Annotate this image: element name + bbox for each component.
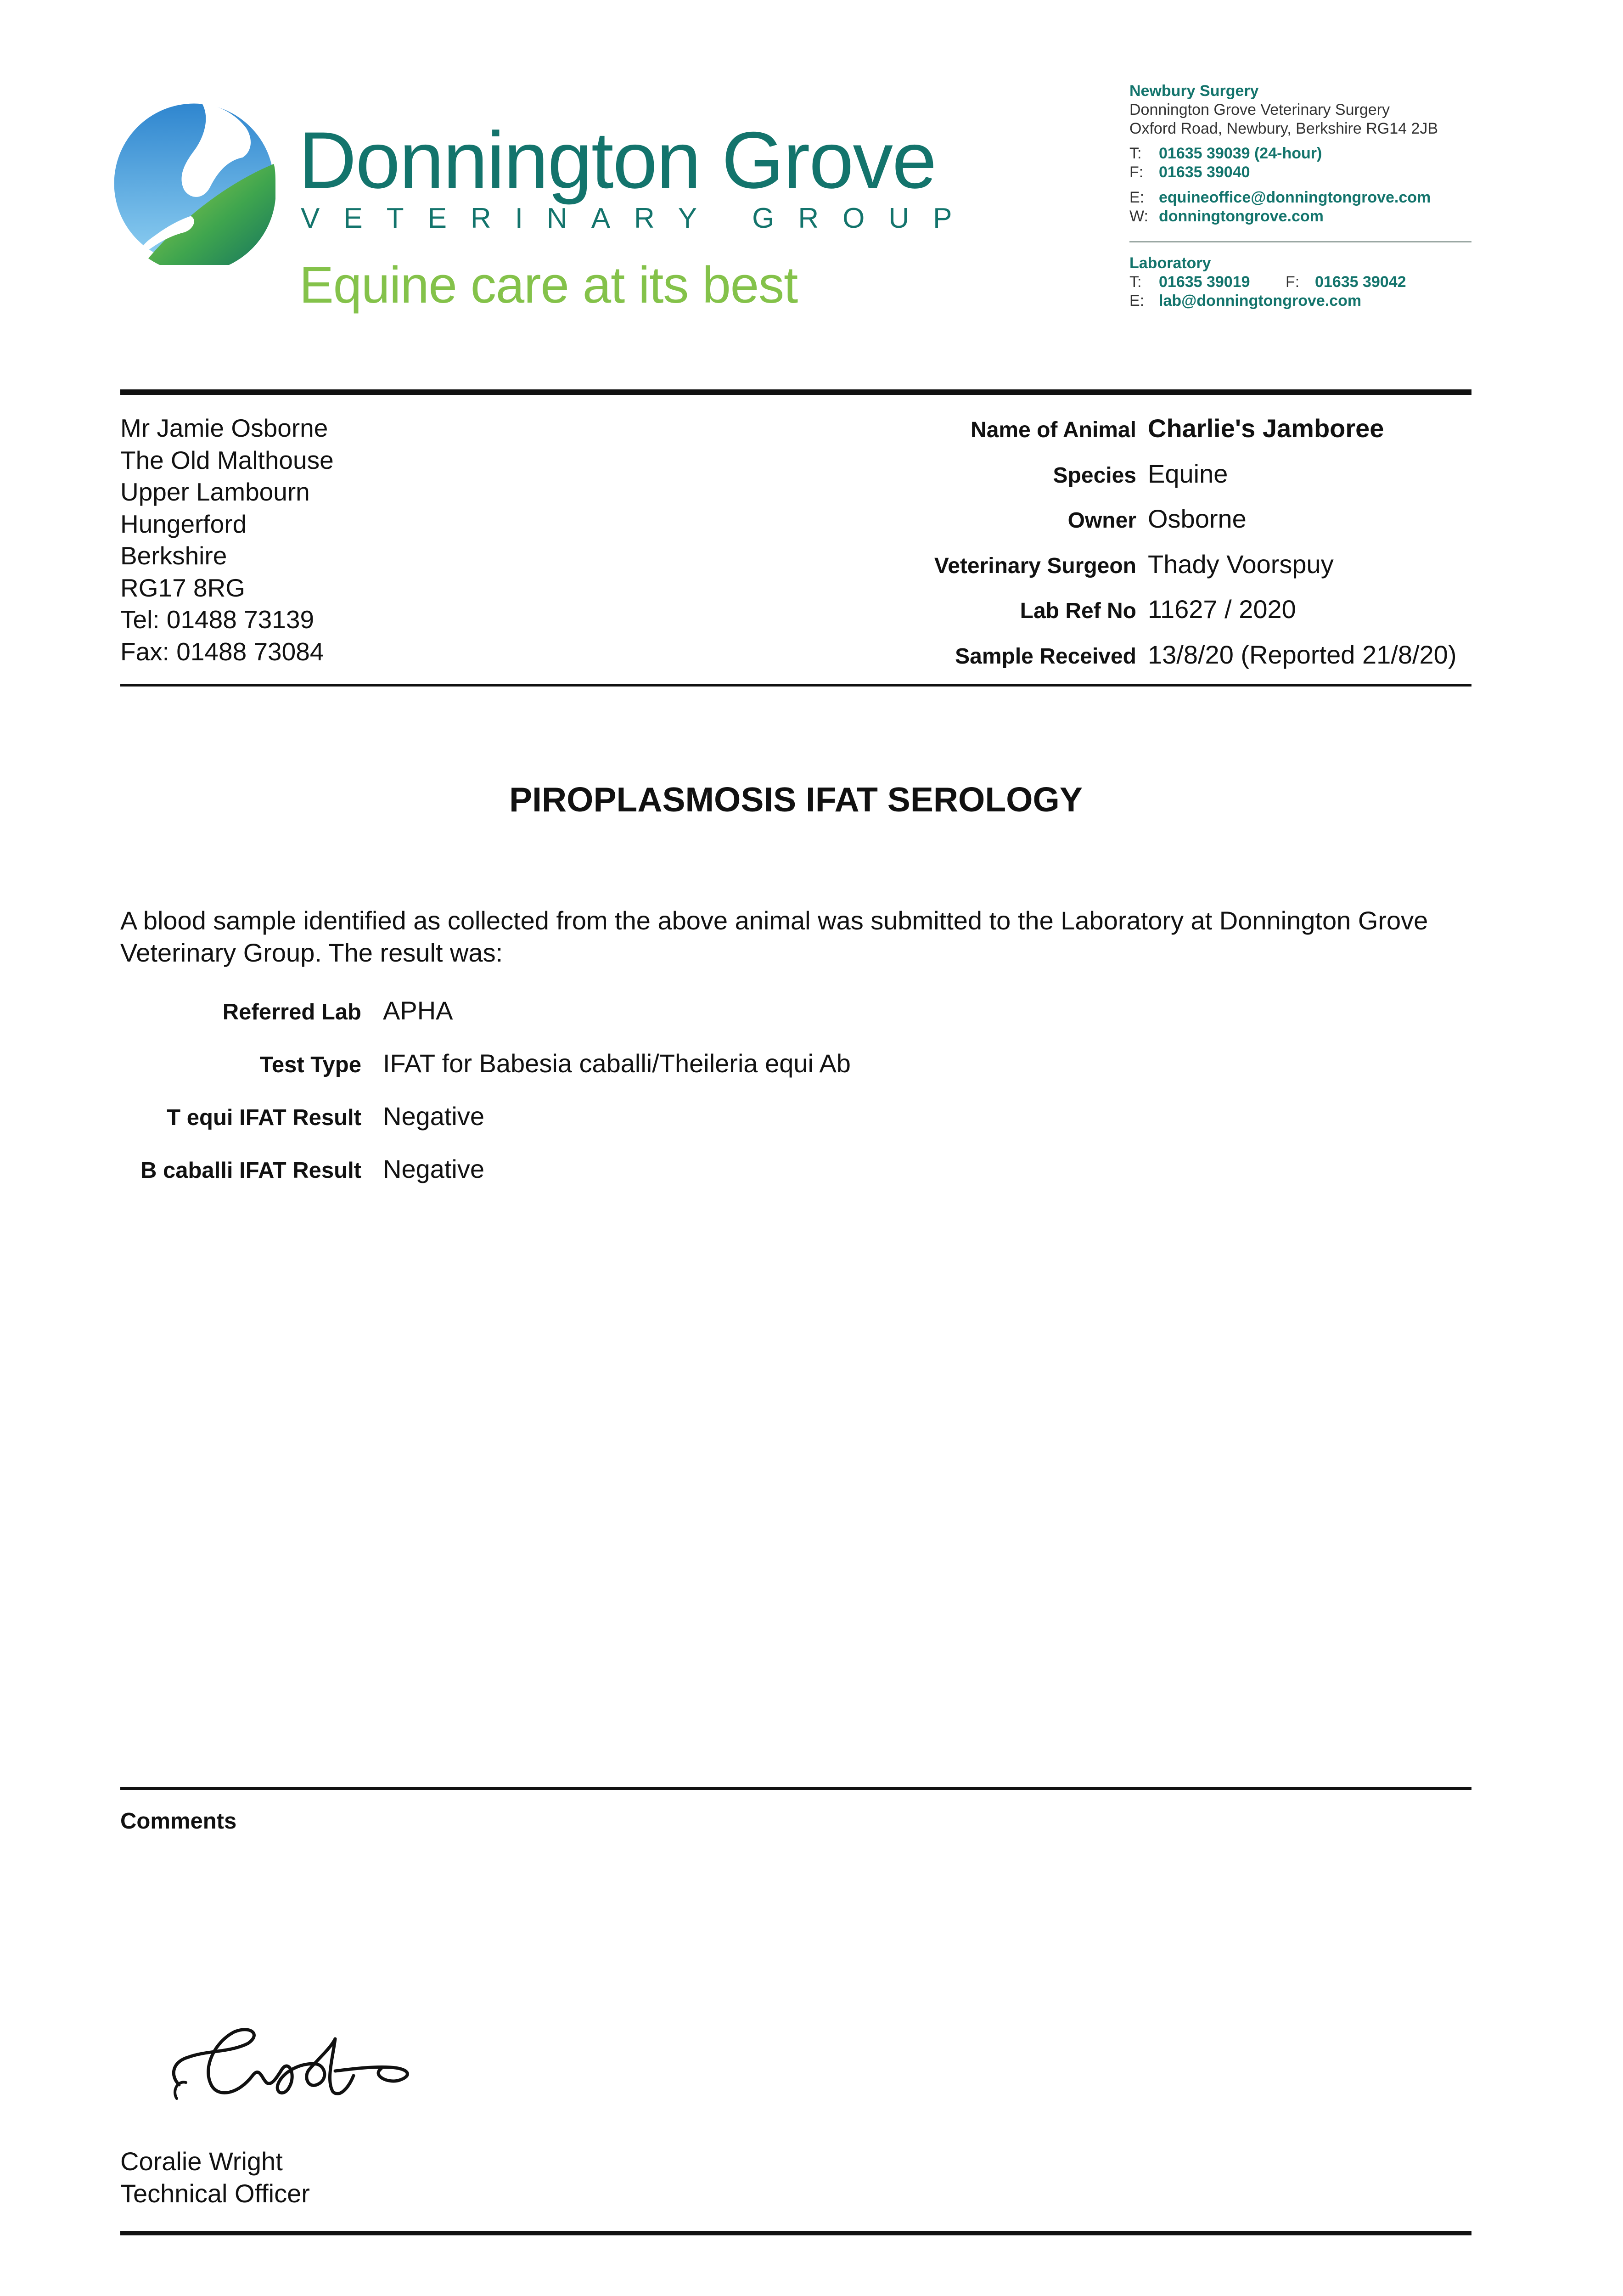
signatory-name: Coralie Wright: [120, 2147, 283, 2176]
detail-label: Lab Ref No: [1020, 599, 1136, 623]
sample-received-value: 13/8/20 (Reported 21/8/20): [1148, 640, 1457, 669]
brand-subtitle: VETERINARY GROUP: [301, 203, 976, 234]
surgeon-value: Thady Voorspuy: [1148, 549, 1334, 579]
header-rule-top: [120, 389, 1471, 395]
lab-ref-value: 11627 / 2020: [1148, 595, 1296, 624]
result-value: Negative: [383, 1154, 485, 1183]
report-intro: A blood sample identified as collected from the above animal was submitted to the Laboratory at Donnington Grove Veterinary Group. The result was:: [120, 906, 1428, 967]
signatory-role: Technical Officer: [120, 2179, 310, 2208]
detail-row: [934, 459, 1471, 504]
animal-details: [934, 413, 1471, 685]
brand-name: Donnington Grove: [298, 116, 936, 205]
address-line: RG17 8RG: [120, 573, 246, 602]
laboratory-heading: Laboratory: [1129, 254, 1211, 272]
detail-label: Sample Received: [955, 644, 1136, 669]
species-value: Equine: [1148, 459, 1228, 488]
animal-name: Charlie's Jamboree: [1148, 414, 1384, 443]
detail-label: Owner: [1067, 508, 1136, 533]
result-value: Negative: [383, 1102, 485, 1131]
result-label: Referred Lab: [222, 1000, 361, 1024]
result-row: [120, 996, 851, 1048]
result-row: [120, 1154, 851, 1207]
address-line: Upper Lambourn: [120, 478, 310, 506]
laboratory-contact: [1129, 254, 1406, 310]
brand-tagline: Equine care at its best: [299, 256, 798, 314]
surgery-tel-label: T:: [1129, 145, 1142, 163]
surgery-heading: Newbury Surgery: [1129, 82, 1259, 100]
results-table: [120, 996, 851, 1207]
detail-label: Name of Animal: [971, 418, 1136, 442]
report-title: PIROPLASMOSIS IFAT SEROLOGY: [509, 780, 1083, 819]
address-line: Berkshire: [120, 541, 227, 570]
detail-row: [934, 549, 1471, 595]
surgery-email-link[interactable]: equineoffice@donningtongrove.com: [1159, 188, 1431, 206]
detail-label: Veterinary Surgeon: [934, 553, 1136, 578]
detail-row: [934, 413, 1471, 459]
client-address: [120, 412, 334, 668]
result-row: [120, 1101, 851, 1154]
result-label: T equi IFAT Result: [167, 1105, 361, 1130]
laboratory-fax: 01635 39042: [1315, 273, 1406, 291]
surgery-email-label: E:: [1129, 188, 1145, 206]
laboratory-email-link[interactable]: lab@donningtongrove.com: [1159, 292, 1362, 310]
address-line: Fax: 01488 73084: [120, 637, 324, 666]
surgery-web-label: W:: [1129, 207, 1148, 225]
surgery-fax: 01635 39040: [1159, 163, 1250, 181]
surgery-web-link[interactable]: donningtongrove.com: [1159, 207, 1324, 225]
footer-rule: [120, 2231, 1471, 2235]
laboratory-fax-label: F:: [1286, 273, 1300, 291]
contact-divider: [1129, 241, 1471, 242]
laboratory-email-label: E:: [1129, 292, 1145, 310]
surgery-tel[interactable]: 01635 39039 (24-hour): [1159, 145, 1322, 163]
detail-label: Species: [1053, 463, 1136, 488]
surgery-address-line2: Oxford Road, Newbury, Berkshire RG14 2JB: [1129, 119, 1438, 137]
address-line: Hungerford: [120, 509, 247, 538]
horse-head-logo-icon: [112, 102, 275, 265]
handwritten-signature: [152, 2007, 459, 2122]
result-label: B caballi IFAT Result: [140, 1158, 361, 1183]
surgery-fax-label: F:: [1129, 163, 1144, 181]
laboratory-tel-label: T:: [1129, 273, 1142, 291]
result-value: IFAT for Babesia caballi/Theileria equi Ab: [383, 1049, 851, 1078]
address-line: Mr Jamie Osborne: [120, 414, 328, 442]
address-line: The Old Malthouse: [120, 445, 334, 474]
owner-value: Osborne: [1148, 504, 1247, 533]
surgery-contact: [1129, 82, 1438, 226]
laboratory-tel[interactable]: 01635 39019: [1159, 273, 1250, 291]
result-value: APHA: [383, 996, 453, 1025]
result-row: [120, 1048, 851, 1101]
signatory-block: [120, 2145, 310, 2210]
comments-rule: [120, 1787, 1471, 1790]
address-line: Tel: 01488 73139: [120, 605, 314, 634]
surgery-address-line1: Donnington Grove Veterinary Surgery: [1129, 101, 1390, 118]
detail-row: [934, 594, 1471, 640]
detail-row: [934, 640, 1471, 685]
result-label: Test Type: [259, 1052, 361, 1077]
comments-label: Comments: [120, 1809, 237, 1834]
detail-row: [934, 504, 1471, 549]
